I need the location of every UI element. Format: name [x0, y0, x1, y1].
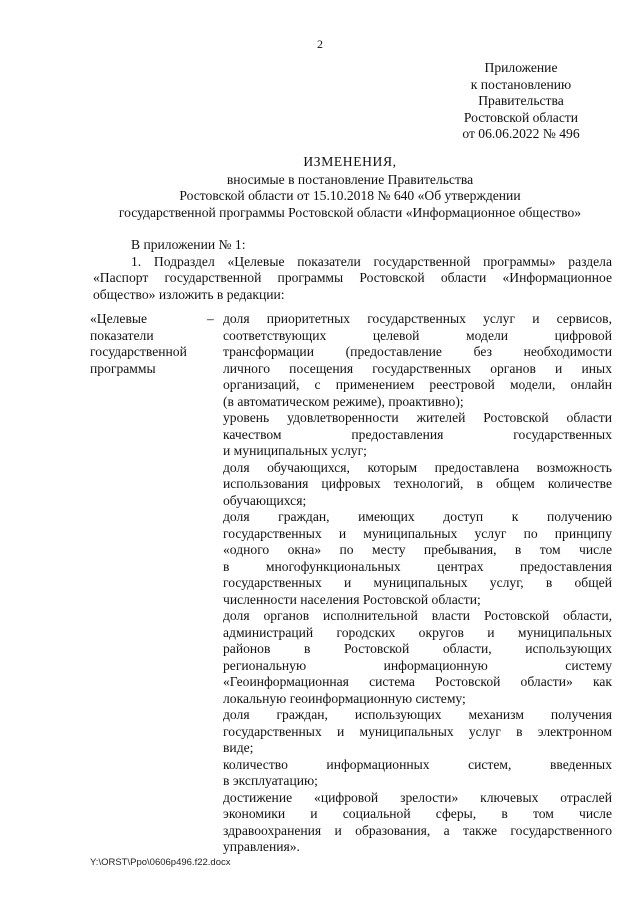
intro-paragraph	[93, 237, 612, 303]
indicator-line: доля обучающихся, которым предоставлена возможность	[223, 459, 612, 475]
indicator-line: соответствующих целевой модели цифровой	[223, 327, 612, 343]
appendix-line: к постановлению	[470, 76, 572, 92]
indicator-line: экономики и социальной сферы, в том числе	[223, 806, 612, 821]
left-label-line: «Целевые	[90, 311, 148, 326]
appendix-line: от 06.06.2022 № 496	[462, 126, 580, 141]
indicator-line: виде;	[223, 740, 254, 755]
intro-line: «Паспорт государственной программы Ростовской области «Информационное	[93, 270, 612, 285]
appendix-line: Приложение	[484, 60, 558, 75]
appendix-block	[430, 60, 612, 143]
dash-separator: –	[207, 311, 214, 326]
page-number: 2	[317, 37, 323, 51]
table-right-column	[223, 311, 612, 856]
left-label-line: программы	[90, 360, 156, 376]
title-line: государственной программы Ростовской области «Информационное общество»	[118, 204, 582, 220]
indicator-line: локальную геоинформационную систему;	[223, 690, 466, 706]
intro-line: В приложении № 1:	[131, 237, 246, 252]
table-left-column	[90, 311, 208, 377]
indicator-line: «Геоинформационная система Ростовской области» как	[223, 674, 612, 689]
indicator-line: государственных и муниципальных услуг по принципу	[223, 525, 612, 541]
indicator-line: региональную информационную систему	[223, 657, 612, 673]
indicator-line: и муниципальных услуг;	[223, 443, 367, 458]
indicator-line: в эксплуатацию;	[223, 773, 318, 788]
indicator-line: численности населения Ростовской области;	[223, 591, 481, 607]
indicator-line: качеством предоставления государственных	[223, 426, 612, 442]
indicator-line: государственных и муниципальных услуг в электронном	[223, 723, 612, 739]
indicator-line: управления».	[223, 839, 300, 854]
appendix-line: Ростовской области	[463, 109, 579, 125]
indicator-line: в многофункциональных центрах предоставления	[223, 558, 612, 574]
appendix-line: Правительства	[478, 93, 564, 108]
indicator-line: количество информационных систем, введенных	[223, 756, 612, 772]
indicator-line: доля приоритетных государственных услуг и сервисов,	[223, 311, 612, 326]
indicator-line: личного посещения государственных органов и иных	[223, 360, 612, 376]
indicator-line: (в автоматическом режиме), проактивно);	[223, 393, 464, 409]
indicator-line: здравоохранения и образования, а также государственного	[223, 822, 612, 838]
indicator-line: районов в Ростовской области, использующих	[223, 641, 612, 656]
indicator-line: использования цифровых технологий, в общем количестве	[223, 476, 612, 491]
indicator-line: трансформации (предоставление без необходимости	[223, 344, 612, 359]
indicator-line: достижение «цифровой зрелости» ключевых отраслей	[223, 789, 612, 805]
indicator-line: администраций городских округов и муниципальных	[223, 624, 612, 640]
indicator-line: государственных и муниципальных услуг, в общей	[223, 575, 612, 590]
title-heading: ИЗМЕНЕНИЯ,	[303, 154, 397, 169]
left-label-line: государственной	[90, 344, 187, 359]
indicator-line: обучающихся;	[223, 492, 307, 508]
indicator-line: организаций, с применением реестровой модели, онлайн	[223, 377, 612, 392]
indicator-line: «одного окна» по месту пребывания, в том числе	[223, 542, 612, 557]
indicator-line: уровень удовлетворенности жителей Ростовской области	[223, 410, 612, 425]
indicator-line: доля органов исполнительной власти Ростовской области,	[223, 608, 612, 623]
document-title	[70, 154, 630, 221]
title-line: вносимые в постановление Правительства	[226, 171, 474, 187]
left-label-line: показатели	[90, 327, 154, 343]
indicator-line: доля граждан, использующих механизм получения	[223, 707, 612, 722]
indicator-line: доля граждан, имеющих доступ к получению	[223, 509, 612, 524]
intro-line: 1. Подраздел «Целевые показатели государственной программы» раздела	[131, 253, 612, 269]
intro-line: общество» изложить в редакции:	[93, 286, 285, 302]
file-path-footer: Y:\ORST\Ppo\0606p496.f22.docx	[90, 857, 231, 868]
title-line: Ростовской области от 15.10.2018 № 640 «Об утверждении	[179, 188, 521, 203]
